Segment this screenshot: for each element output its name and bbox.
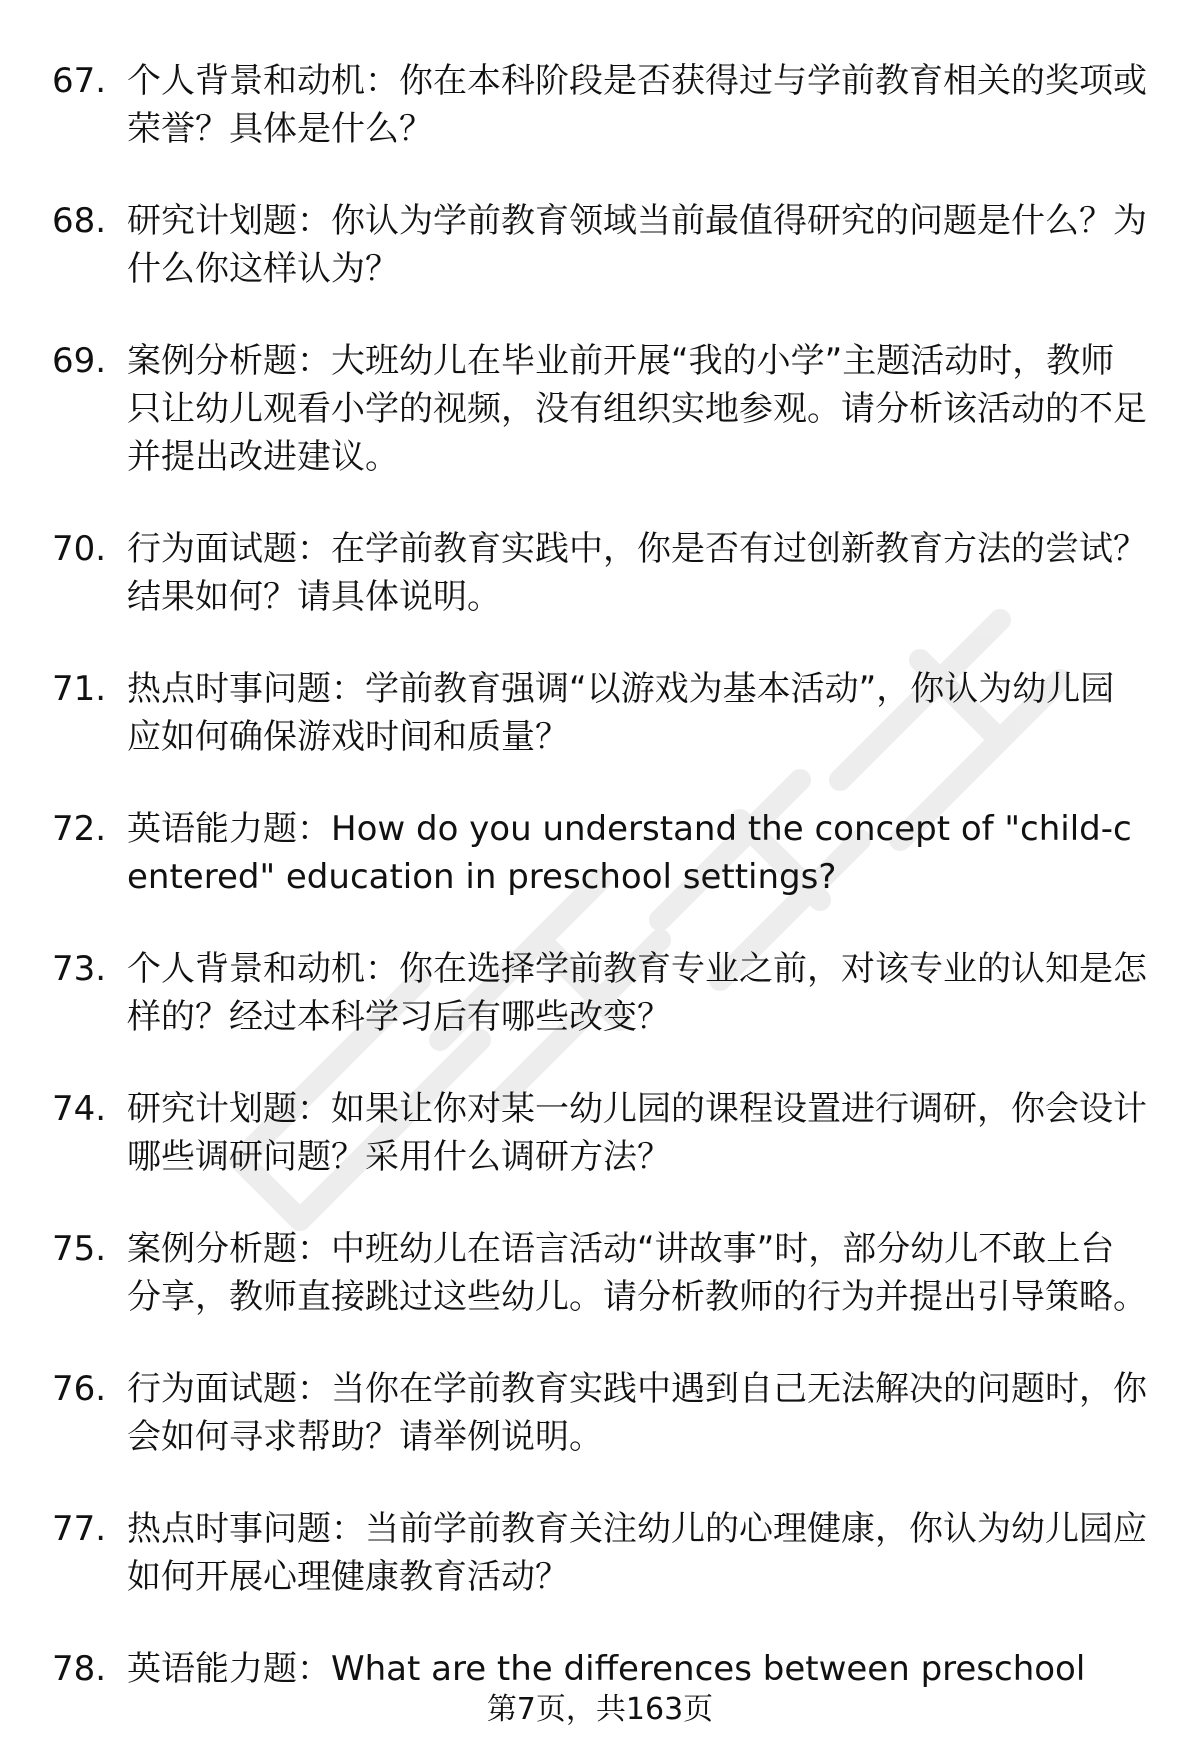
question-number: 76. xyxy=(52,1369,107,1409)
question-item xyxy=(0,337,1200,481)
question-text: 行为面试题：在学前教育实践中，你是否有过创新教育方法的尝试？结果如何？请具体说明。 xyxy=(127,529,1147,617)
question-list xyxy=(0,57,1200,1737)
question-item xyxy=(0,665,1200,761)
question-text: 研究计划题：你认为学前教育领域当前最值得研究的问题是什么？为什么你这样认为？ xyxy=(127,201,1147,289)
question-text: 个人背景和动机：你在本科阶段是否获得过与学前教育相关的奖项或荣誉？具体是什么？ xyxy=(127,61,1147,149)
question-item xyxy=(0,57,1200,153)
question-item xyxy=(0,1365,1200,1461)
question-number: 68. xyxy=(52,201,107,241)
question-number: 73. xyxy=(52,949,107,989)
question-number: 71. xyxy=(52,669,107,709)
question-number: 75. xyxy=(52,1229,107,1269)
question-text: 案例分析题：中班幼儿在语言活动“讲故事”时，部分幼儿不敢上台分享，教师直接跳过这些幼儿。请分析教师的行为并提出引导策略。 xyxy=(127,1229,1147,1317)
question-number: 74. xyxy=(52,1089,107,1129)
question-text: 行为面试题：当你在学前教育实践中遇到自己无法解决的问题时，你会如何寻求帮助？请举例说明。 xyxy=(127,1369,1147,1457)
question-number: 78. xyxy=(52,1649,107,1689)
question-text: 英语能力题：What are the differences between preschool xyxy=(127,1649,1086,1689)
question-item xyxy=(0,1085,1200,1181)
question-number: 72. xyxy=(52,809,107,849)
question-number: 77. xyxy=(52,1509,107,1549)
question-text: 案例分析题：大班幼儿在毕业前开展“我的小学”主题活动时，教师只让幼儿观看小学的视频，没有组织实地参观。请分析该活动的不足并提出改进建议。 xyxy=(127,341,1147,477)
question-item xyxy=(0,945,1200,1041)
question-item xyxy=(0,1645,1200,1693)
question-text: 研究计划题：如果让你对某一幼儿园的课程设置进行调研，你会设计哪些调研问题？采用什么调研方法？ xyxy=(127,1089,1147,1177)
question-item xyxy=(0,197,1200,293)
question-number: 69. xyxy=(52,341,107,381)
question-number: 70. xyxy=(52,529,107,569)
question-number: 67. xyxy=(52,61,107,101)
question-text: 个人背景和动机：你在选择学前教育专业之前，对该专业的认知是怎样的？经过本科学习后有哪些改变？ xyxy=(127,949,1147,1037)
question-text: 英语能力题：How do you understand the concept of "child-centered" education in preschool settings? xyxy=(127,809,1132,897)
question-item xyxy=(0,525,1200,621)
question-item xyxy=(0,805,1200,901)
question-text: 热点时事问题：学前教育强调“以游戏为基本活动”，你认为幼儿园应如何确保游戏时间和质量？ xyxy=(127,669,1115,757)
question-item xyxy=(0,1505,1200,1601)
question-item xyxy=(0,1225,1200,1321)
question-text: 热点时事问题：当前学前教育关注幼儿的心理健康，你认为幼儿园应如何开展心理健康教育活动？ xyxy=(127,1509,1147,1597)
page-footer: 第7页，共163页 xyxy=(486,1692,714,1727)
